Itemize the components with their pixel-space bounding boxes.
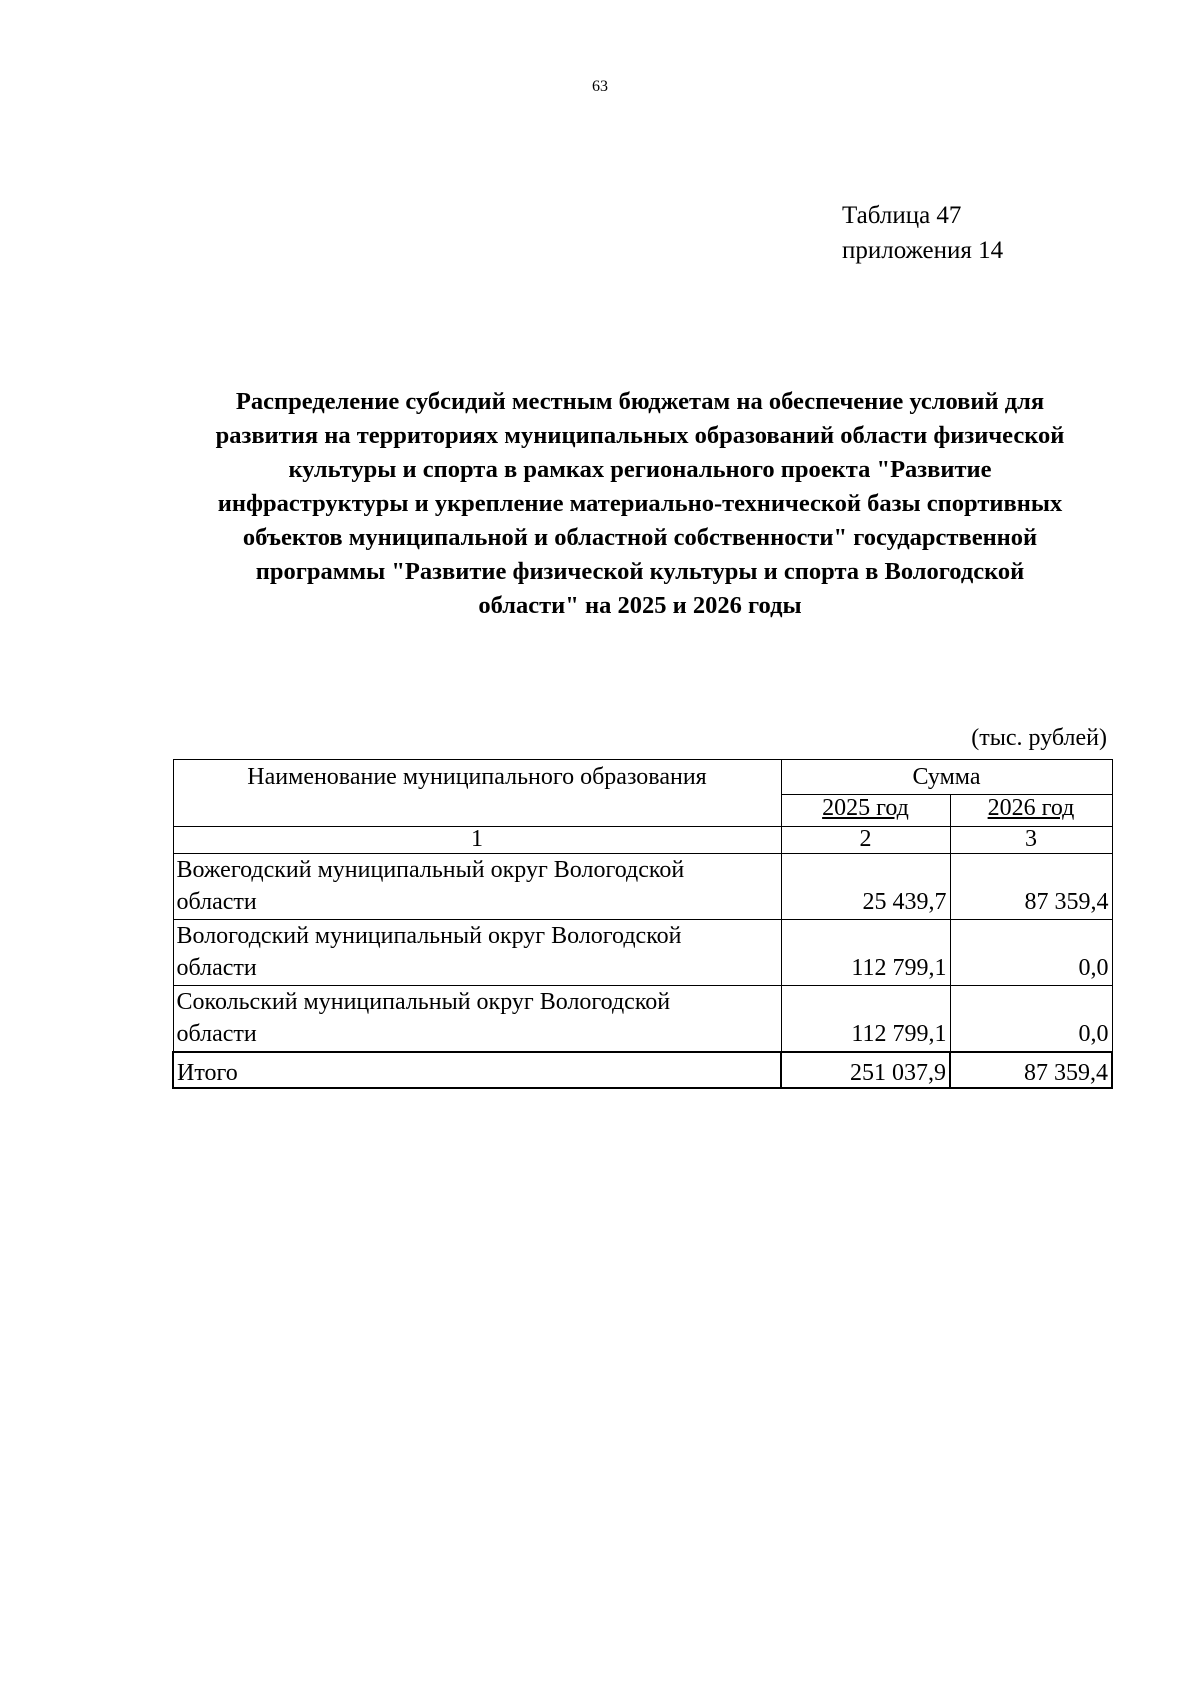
- column-number: 2: [781, 827, 950, 854]
- table-reference: [842, 198, 1003, 268]
- title-line: области" на 2025 и 2026 годы: [478, 592, 802, 619]
- header-year-2026-label: 2026 год: [987, 795, 1075, 821]
- header-sum: Сумма: [781, 760, 1112, 795]
- page-number: 63: [592, 78, 608, 95]
- row-name-line: области: [176, 1021, 257, 1047]
- title-line: культуры и спорта в рамках регионального проекта "Развитие: [288, 456, 992, 483]
- row-value-2026: 87 359,4: [950, 854, 1112, 920]
- row-name-line: Вологодский муниципальный округ Вологодской: [176, 923, 682, 949]
- row-value-2026: 0,0: [950, 986, 1112, 1053]
- row-value-2025: 25 439,7: [781, 854, 950, 920]
- header-year-2026: [950, 795, 1112, 827]
- row-value-2025: 112 799,1: [781, 920, 950, 986]
- column-number-row: [173, 827, 1112, 854]
- table-header-row: [173, 760, 1112, 795]
- units-label: (тыс. рублей): [971, 725, 1107, 751]
- total-row: [173, 1052, 1112, 1088]
- row-value-2026: 0,0: [950, 920, 1112, 986]
- document-title: [160, 385, 1120, 623]
- title-line: развития на территориях муниципальных образований области физической: [215, 422, 1065, 449]
- title-line: объектов муниципальной и областной собственности" государственной: [242, 524, 1038, 551]
- total-label: Итого: [173, 1052, 781, 1088]
- row-name: [173, 986, 781, 1053]
- title-line: программы "Развитие физической культуры и спорта в Вологодской: [255, 558, 1025, 585]
- row-name-line: Вожегодский муниципальный округ Вологодской: [176, 857, 685, 883]
- column-number: 3: [950, 827, 1112, 854]
- row-name: [173, 920, 781, 986]
- header-name: Наименование муниципального образования: [173, 760, 781, 827]
- row-name-line: области: [176, 955, 257, 981]
- title-line: инфраструктуры и укрепление материально-технической базы спортивных: [217, 490, 1063, 517]
- appendix-number: приложения 14: [842, 237, 1004, 264]
- row-name: [173, 854, 781, 920]
- table-row: [173, 920, 1112, 986]
- row-value-2025: 112 799,1: [781, 986, 950, 1053]
- header-year-2025: [781, 795, 950, 827]
- row-name-line: Сокольский муниципальный округ Вологодской: [176, 989, 671, 1015]
- total-value-2025: 251 037,9: [781, 1052, 950, 1088]
- table-row: [173, 854, 1112, 920]
- column-number: 1: [173, 827, 781, 854]
- title-line: Распределение субсидий местным бюджетам на обеспечение условий для: [235, 388, 1045, 415]
- table-number: Таблица 47: [842, 202, 962, 229]
- row-name-line: области: [176, 889, 257, 915]
- subsidy-table: [172, 759, 1113, 1089]
- table-row: [173, 986, 1112, 1053]
- total-value-2026: 87 359,4: [950, 1052, 1112, 1088]
- header-year-2025-label: 2025 год: [822, 795, 909, 821]
